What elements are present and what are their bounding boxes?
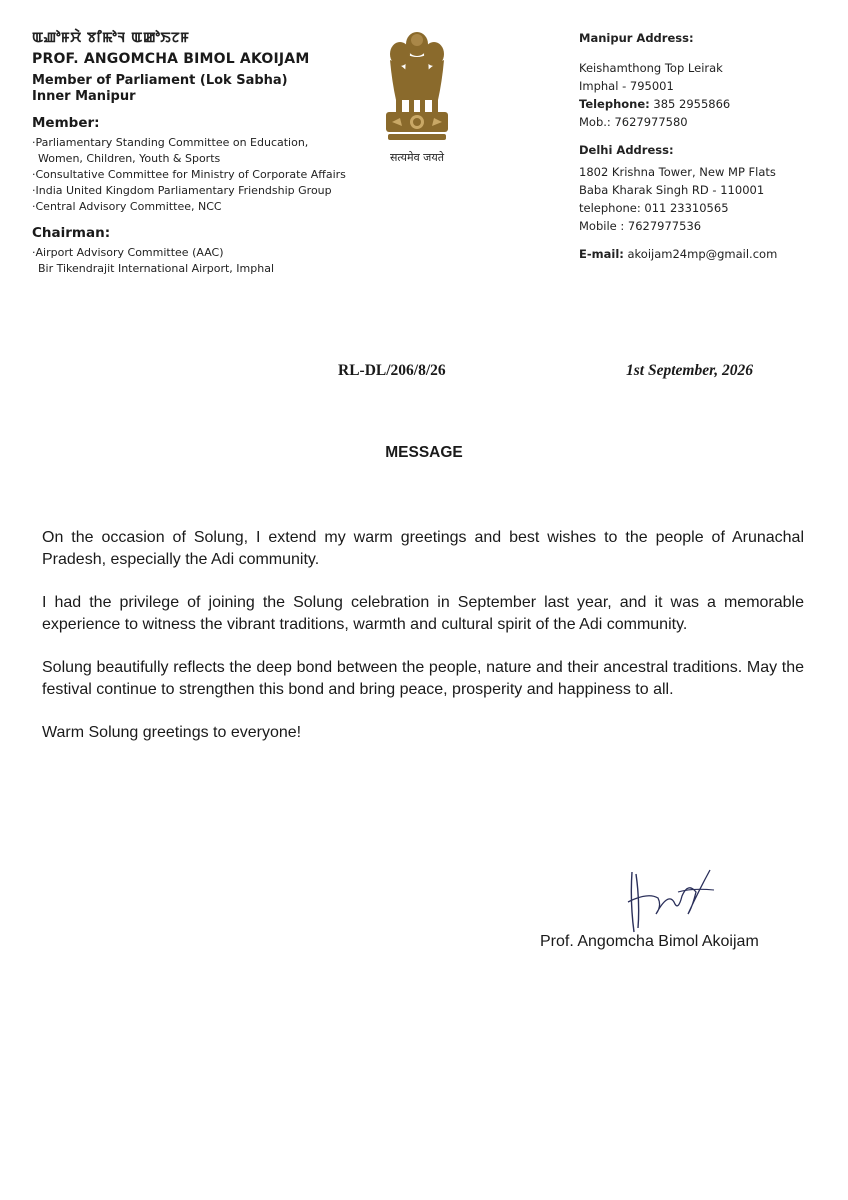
body-paragraph: Solung beautifully reflects the deep bond between the people, nature and their ancestral traditions. May the festival continue to strengthen this bond and bring peace, prosperity and happiness to all. [42, 659, 804, 698]
body-paragraph: Warm Solung greetings to everyone! [42, 724, 302, 741]
letterhead-right [579, 31, 829, 263]
chairman-list [32, 245, 372, 277]
manipur-address-line: Keishamthong Top Leirak [579, 61, 723, 75]
mp-name: PROF. ANGOMCHA BIMOL AKOIJAM [32, 51, 310, 67]
reference-number: RL-DL/206/8/26 [338, 362, 446, 379]
membership-item: · India United Kingdom Parliamentary Friendship Group [32, 183, 372, 199]
manipur-address-title: Manipur Address: [579, 31, 694, 45]
membership-item: · Parliamentary Standing Committee on Education, Women, Children, Youth & Sports [32, 135, 372, 167]
emblem-motto: सत्यमेव जयते [389, 151, 444, 164]
membership-list [32, 135, 372, 215]
email-line: E-mail: akoijam24mp@gmail.com [579, 247, 778, 261]
membership-item: · Consultative Committee for Ministry of Corporate Affairs [32, 167, 372, 183]
signatory-name: Prof. Angomcha Bimol Akoijam [540, 933, 759, 950]
manipur-mobile: Mob.: 7627977580 [579, 115, 688, 129]
delhi-mobile: Mobile : 7627977536 [579, 219, 702, 233]
manipur-telephone: Telephone: 385 2955866 [579, 97, 731, 111]
message-body [42, 527, 804, 765]
role-line-1: Member of Parliament (Lok Sabha) [32, 73, 288, 88]
chairman-title: Chairman: [32, 225, 111, 241]
role-line-2: Inner Manipur [32, 89, 136, 104]
letterhead-left [32, 28, 372, 277]
manipur-address-line: Imphal - 795001 [579, 79, 674, 93]
message-title: MESSAGE [385, 444, 463, 461]
body-paragraph: On the occasion of Solung, I extend my warm greetings and best wishes to the people of Arunachal Pradesh, especially the Adi community. [42, 529, 804, 568]
membership-item: · Central Advisory Committee, NCC [32, 199, 372, 215]
handwritten-signature [618, 862, 728, 942]
lion-capital-icon [372, 30, 462, 148]
chairman-item: · Airport Advisory Committee (AAC) Bir Tikendrajit International Airport, Imphal [32, 245, 372, 277]
delhi-address-line: Baba Kharak Singh RD - 110001 [579, 183, 765, 197]
email-address[interactable]: akoijam24mp@gmail.com [623, 247, 778, 261]
delhi-address-title: Delhi Address: [579, 143, 674, 157]
body-paragraph: I had the privilege of joining the Solung celebration in September last year, and it was a memorable experience to witness the vibrant traditions, warmth and cultural spirit of the Adi community. [42, 594, 804, 633]
letter-date: 1st September, 2026 [626, 362, 754, 379]
national-emblem [372, 30, 462, 170]
mp-role [32, 73, 372, 105]
member-title: Member: [32, 115, 100, 131]
delhi-address-line: 1802 Krishna Tower, New MP Flats [579, 165, 776, 179]
delhi-telephone: telephone: 011 23310565 [579, 201, 729, 215]
meitei-script-name: ꯑꯉꯣꯝꯆꯥ ꯕꯤꯃꯣꯜ ꯑꯀꯣꯏꯖꯝ [32, 30, 190, 46]
